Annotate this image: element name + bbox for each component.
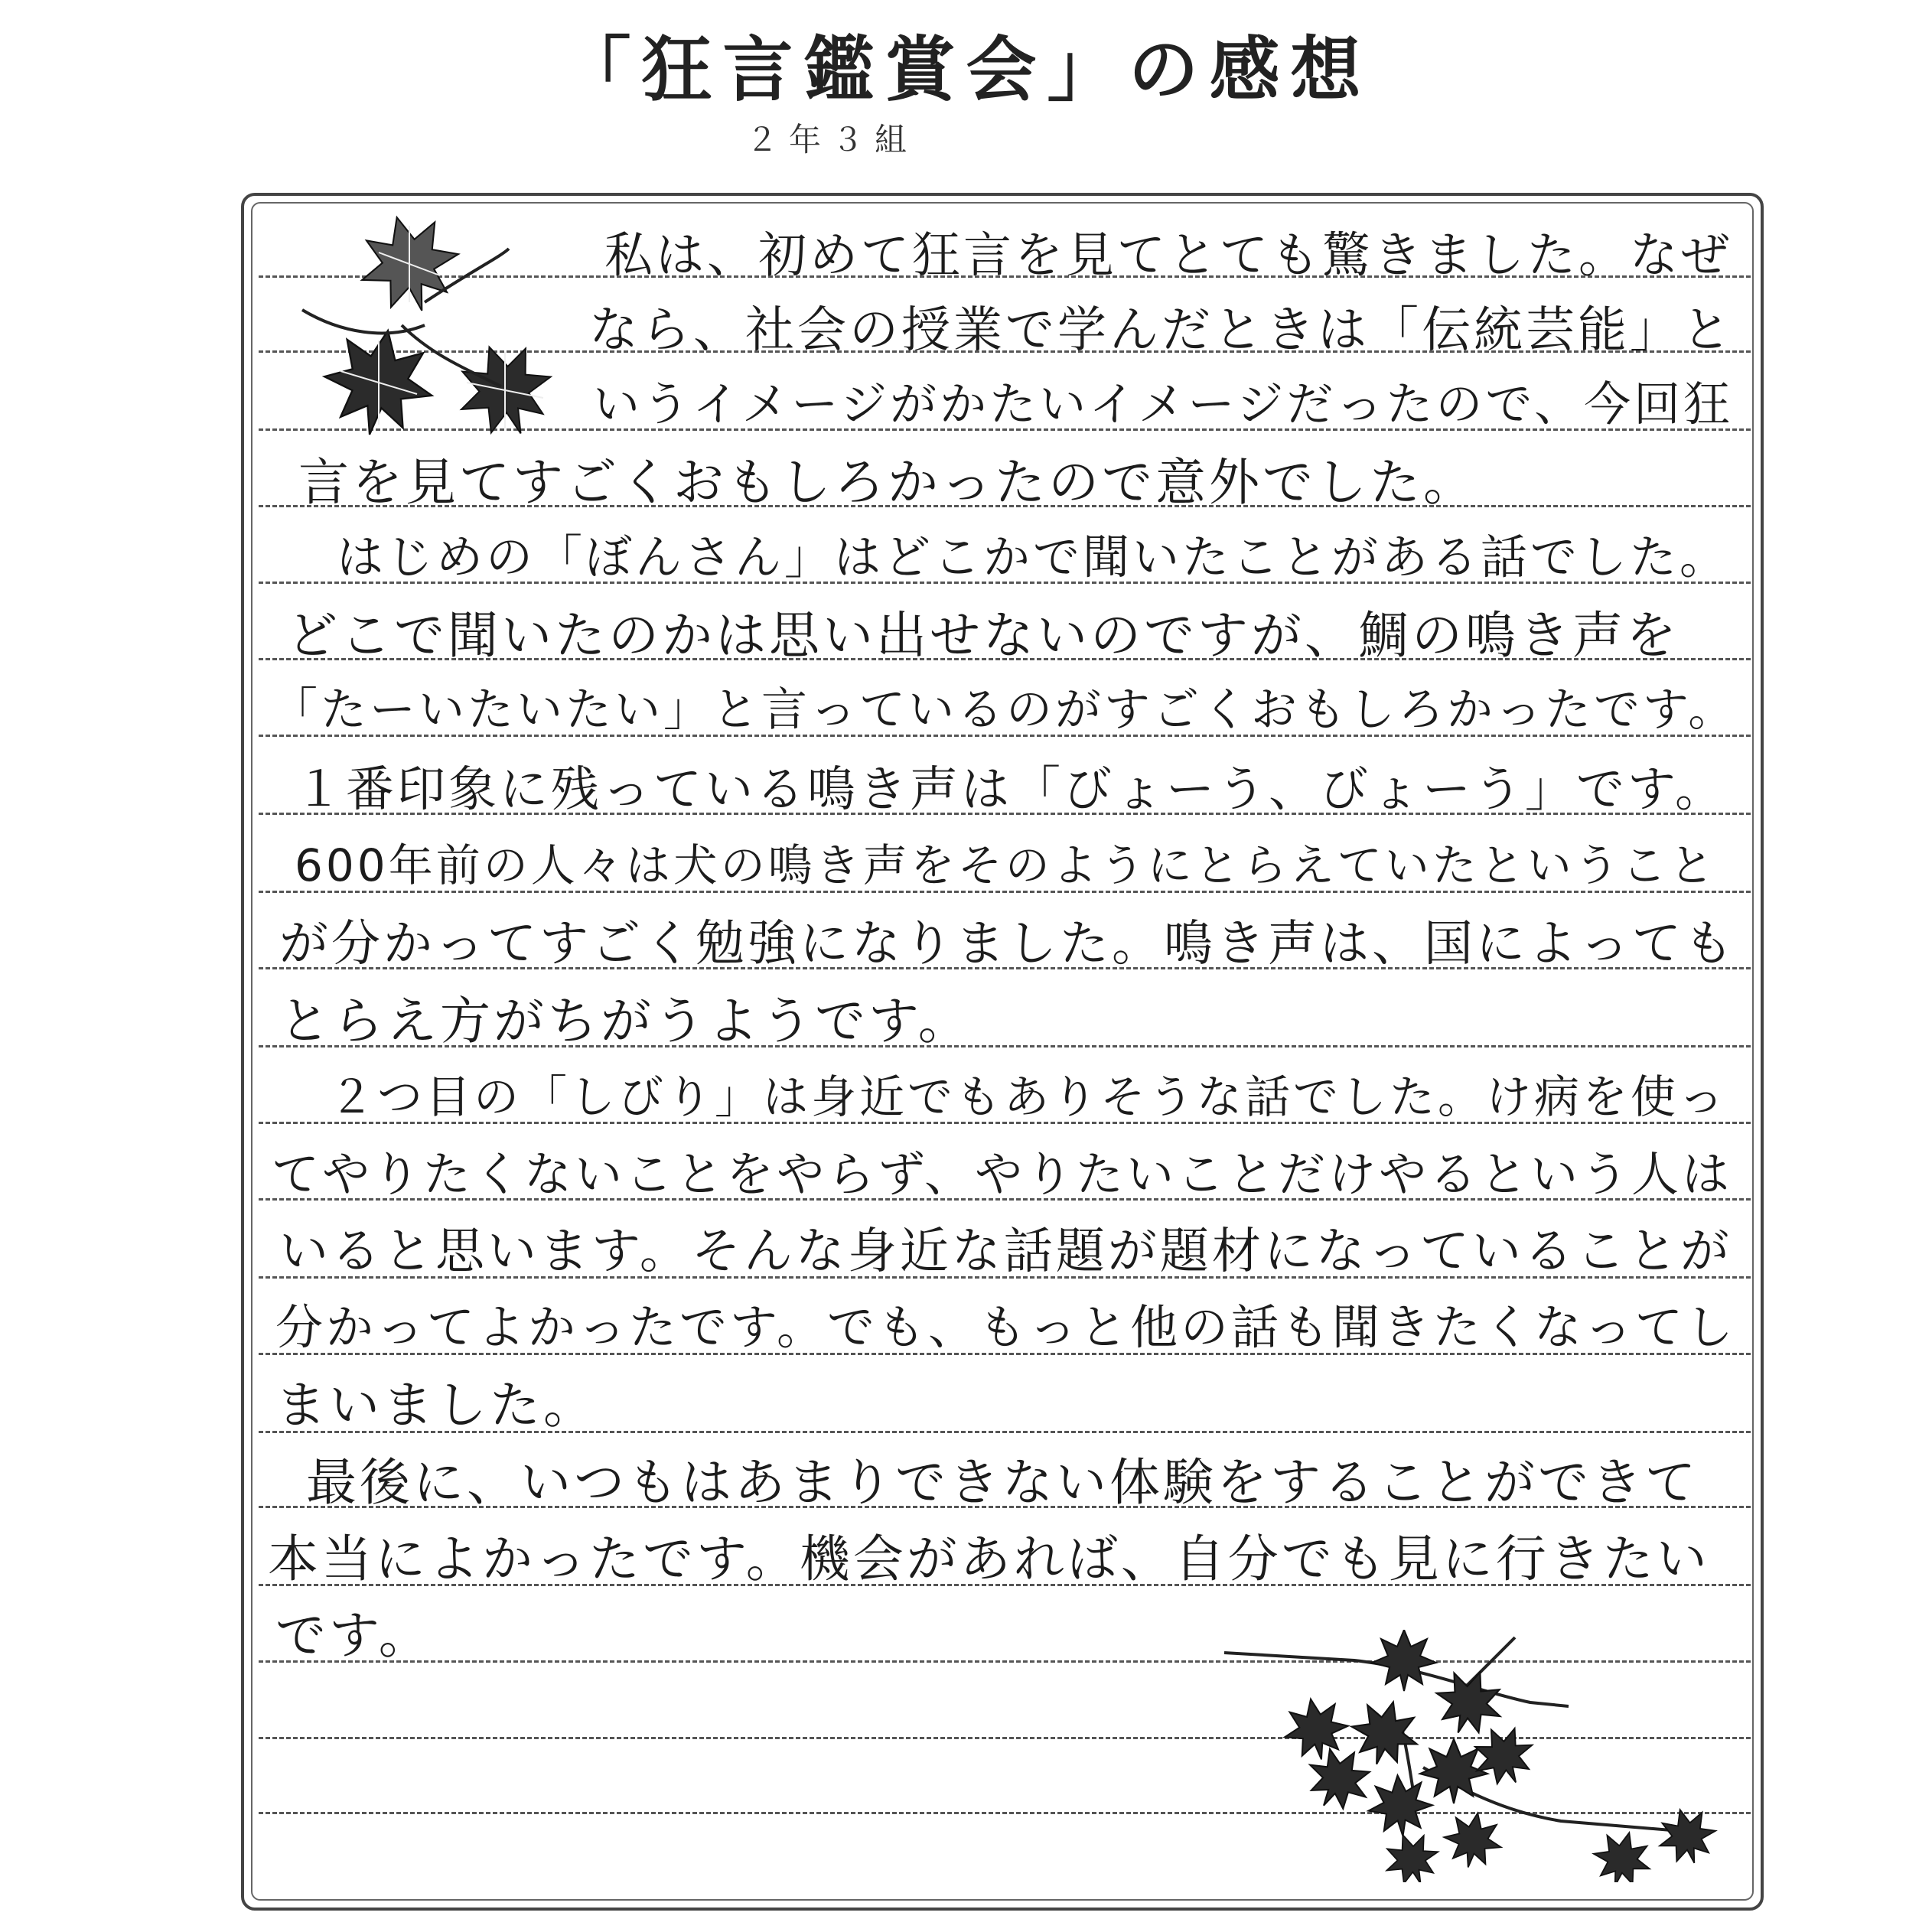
page-title: 「狂言鑑賞会」の感想 <box>560 29 1372 111</box>
essay-line: 私は、初めて狂言を見てとても驚きました。なぜ <box>604 227 1732 283</box>
essay-line: です。 <box>275 1606 432 1665</box>
essay-line: なら、社会の授業で学んだときは「伝統芸能」と <box>589 302 1734 359</box>
essay-line: 「たーいたいたい」と言っているのがすごくおもしろかったです。 <box>272 683 1738 737</box>
essay-line: てやりたくないことをやらず、やりたいことだけやるという人は <box>272 1146 1733 1202</box>
maple-leaves-icon <box>295 210 585 455</box>
essay-line: 最後に、いつもはあまりできない体験をすることができて <box>306 1453 1699 1512</box>
essay-line: 本当によかったです。機会があれば、自分でも見に行きたい <box>268 1530 1710 1588</box>
essay-line: とらえ方がちがうようです。 <box>279 992 972 1051</box>
essay-line: どこで聞いたのかは思い出せないのですが、鯛の鳴き声を <box>287 606 1680 665</box>
essay-line: まいました。 <box>275 1376 597 1435</box>
essay-line: 言を見てすごくおもしろかったので意外でした。 <box>298 453 1477 512</box>
maple-branch-icon <box>1224 1630 1729 1882</box>
essay-line: いると思います。そんな身近な話題が題材になっていることが <box>279 1223 1732 1280</box>
essay-line: はじめの「ぼんさん」はどこかで聞いたことがある話でした。 <box>337 530 1730 585</box>
essay-line: 600年前の人々は犬の鳴き声をそのようにとらえていたということ <box>295 839 1717 891</box>
essay-line: が分かってすごく勉強になりました。鳴き声は、国によっても <box>279 916 1736 973</box>
essay-line: いうイメージがかたいイメージだったので、今回狂 <box>593 377 1734 432</box>
essay-line: １番印象に残っている鳴き声は「びょーう、びょーう」です。 <box>295 761 1726 817</box>
essay-line: 分かってよかったです。でも、もっと他の話も聞きたくなってし <box>275 1299 1737 1355</box>
essay-line: ２つ目の「しびり」は身近でもありそうな話でした。け病を使っ <box>329 1070 1728 1123</box>
class-label: ２年３組 <box>746 121 918 158</box>
